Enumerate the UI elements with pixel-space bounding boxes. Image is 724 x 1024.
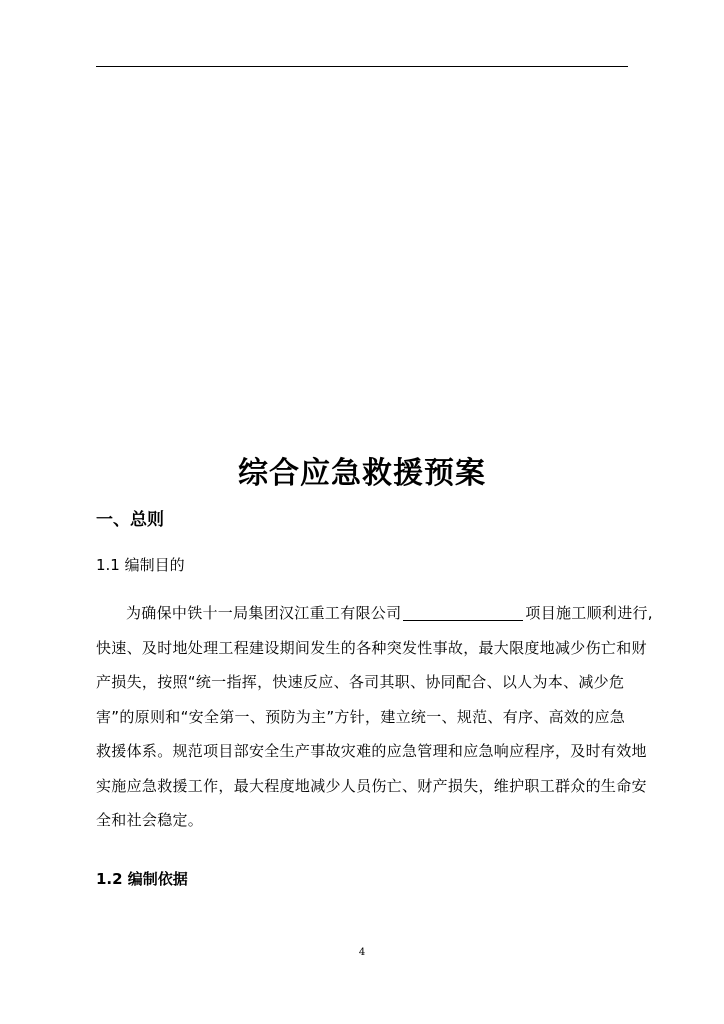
paragraph-line-1-start: 为确保中铁十一局集团汉江重工有限公司 xyxy=(126,604,402,622)
paragraph-line-6: 实施应急救援工作，最大程度地减少人员伤亡、财产损失，维护职工群众的生命安 xyxy=(96,776,647,795)
paragraph-line-5: 救援体系。规范项目部安全生产事故灾难的应急管理和应急响应程序，及时有效地 xyxy=(96,742,647,760)
section-heading-general: 一、总则 xyxy=(96,510,164,530)
paragraph-line-1 xyxy=(96,596,653,631)
subsection-heading-purpose: 1.1 编制目的 xyxy=(96,556,185,574)
header-rule xyxy=(96,66,628,67)
page-number: 4 xyxy=(358,947,366,958)
fill-in-blank xyxy=(403,603,523,621)
paragraph-line-1-end: 项目施工顺利进行, xyxy=(525,604,653,622)
document-title: 综合应急救援预案 xyxy=(238,456,486,491)
subsection-heading-basis: 1.2 编制依据 xyxy=(96,870,188,888)
purpose-paragraph xyxy=(96,596,653,838)
paragraph-line-4: 害”的原则和“安全第一、预防为主”方针，建立统一、规范、有序、高效的应急 xyxy=(96,707,626,726)
paragraph-line-7: 全和社会稳定。 xyxy=(96,811,204,829)
paragraph-line-3: 产损失，按照“统一指挥，快速反应、各司其职、协同配合、以人为本、减少危 xyxy=(96,673,625,691)
paragraph-line-2: 快速、及时地处理工程建设期间发生的各种突发性事故，最大限度地减少伤亡和财 xyxy=(96,638,647,657)
